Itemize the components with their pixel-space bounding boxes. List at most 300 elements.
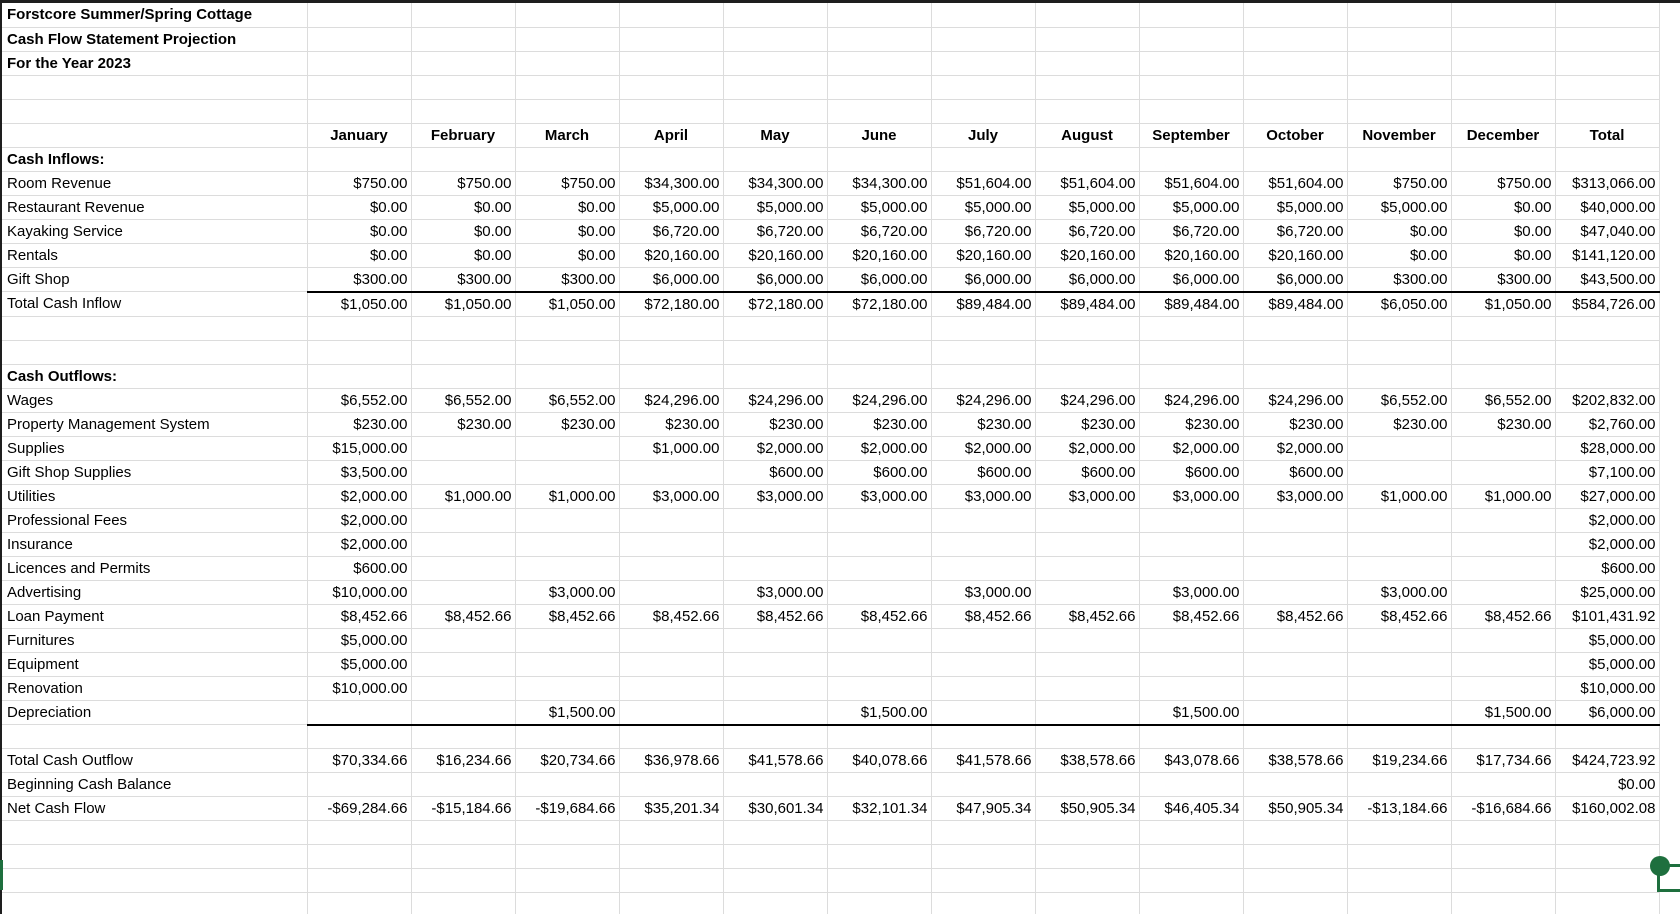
value-cell[interactable]	[1555, 364, 1659, 388]
value-cell[interactable]	[723, 725, 827, 749]
value-cell[interactable]	[1555, 147, 1659, 171]
value-cell[interactable]	[827, 27, 931, 51]
value-cell[interactable]: $3,000.00	[723, 484, 827, 508]
value-cell[interactable]	[1139, 147, 1243, 171]
value-cell[interactable]	[1035, 845, 1139, 869]
value-cell[interactable]: $2,000.00	[1555, 508, 1659, 532]
value-cell[interactable]: $2,760.00	[1555, 412, 1659, 436]
value-cell[interactable]	[1347, 821, 1451, 845]
value-cell[interactable]	[1555, 845, 1659, 869]
value-cell[interactable]	[619, 532, 723, 556]
value-cell[interactable]	[931, 700, 1035, 725]
value-cell[interactable]	[1243, 364, 1347, 388]
value-cell[interactable]	[1035, 51, 1139, 75]
value-cell[interactable]: $72,180.00	[723, 292, 827, 317]
value-cell[interactable]	[931, 364, 1035, 388]
value-cell[interactable]	[515, 652, 619, 676]
value-cell[interactable]	[411, 3, 515, 27]
value-cell[interactable]	[1347, 869, 1451, 893]
value-cell[interactable]: $0.00	[1451, 219, 1555, 243]
value-cell[interactable]	[1347, 532, 1451, 556]
value-cell[interactable]	[827, 845, 931, 869]
value-cell[interactable]	[1555, 51, 1659, 75]
value-cell[interactable]: $750.00	[411, 171, 515, 195]
value-cell[interactable]: $47,905.34	[931, 797, 1035, 821]
value-cell[interactable]	[1347, 99, 1451, 123]
value-cell[interactable]	[1347, 27, 1451, 51]
value-cell[interactable]: $7,100.00	[1555, 460, 1659, 484]
value-cell[interactable]	[411, 75, 515, 99]
row-label-cell[interactable]: Beginning Cash Balance	[2, 773, 307, 797]
value-cell[interactable]	[1347, 508, 1451, 532]
value-cell[interactable]	[619, 508, 723, 532]
value-cell[interactable]	[307, 700, 411, 725]
value-cell[interactable]: $1,050.00	[411, 292, 515, 317]
value-cell[interactable]	[1139, 75, 1243, 99]
value-cell[interactable]: $0.00	[1451, 243, 1555, 267]
value-cell[interactable]	[827, 725, 931, 749]
value-cell[interactable]: $20,160.00	[619, 243, 723, 267]
value-cell[interactable]	[1347, 556, 1451, 580]
value-cell[interactable]	[411, 99, 515, 123]
value-cell[interactable]: $1,000.00	[515, 484, 619, 508]
row-label-cell[interactable]	[2, 845, 307, 869]
value-cell[interactable]	[411, 316, 515, 340]
value-cell[interactable]: $17,734.66	[1451, 749, 1555, 773]
value-cell[interactable]	[827, 628, 931, 652]
value-cell[interactable]: $24,296.00	[619, 388, 723, 412]
value-cell[interactable]	[1451, 3, 1555, 27]
value-cell[interactable]	[411, 27, 515, 51]
value-cell[interactable]: $3,000.00	[1035, 484, 1139, 508]
value-cell[interactable]: $2,000.00	[827, 436, 931, 460]
row-label-cell[interactable]: Wages	[2, 388, 307, 412]
value-cell[interactable]	[619, 556, 723, 580]
row-label-cell[interactable]	[2, 123, 307, 147]
value-cell[interactable]	[1139, 869, 1243, 893]
value-cell[interactable]: $38,578.66	[1035, 749, 1139, 773]
value-cell[interactable]	[1451, 556, 1555, 580]
value-cell[interactable]	[411, 556, 515, 580]
value-cell[interactable]: $2,000.00	[1035, 436, 1139, 460]
value-cell[interactable]: $2,000.00	[723, 436, 827, 460]
value-cell[interactable]: $0.00	[411, 219, 515, 243]
value-cell[interactable]: $8,452.66	[931, 604, 1035, 628]
value-cell[interactable]	[515, 676, 619, 700]
value-cell[interactable]	[1347, 628, 1451, 652]
value-cell[interactable]	[307, 51, 411, 75]
value-cell[interactable]	[931, 893, 1035, 914]
value-cell[interactable]	[619, 845, 723, 869]
value-cell[interactable]: $6,552.00	[307, 388, 411, 412]
value-cell[interactable]	[723, 628, 827, 652]
value-cell[interactable]	[1035, 340, 1139, 364]
value-cell[interactable]	[931, 725, 1035, 749]
month-header-cell[interactable]: January	[307, 123, 411, 147]
value-cell[interactable]: $0.00	[515, 243, 619, 267]
row-label-cell[interactable]: Rentals	[2, 243, 307, 267]
value-cell[interactable]	[1451, 893, 1555, 914]
value-cell[interactable]	[1555, 3, 1659, 27]
value-cell[interactable]	[1035, 508, 1139, 532]
value-cell[interactable]	[1243, 340, 1347, 364]
month-header-cell[interactable]: September	[1139, 123, 1243, 147]
month-header-cell[interactable]: April	[619, 123, 723, 147]
value-cell[interactable]: $34,300.00	[723, 171, 827, 195]
value-cell[interactable]	[1035, 652, 1139, 676]
value-cell[interactable]	[931, 676, 1035, 700]
value-cell[interactable]: $600.00	[1035, 460, 1139, 484]
value-cell[interactable]	[619, 3, 723, 27]
row-label-cell[interactable]: Renovation	[2, 676, 307, 700]
value-cell[interactable]	[307, 27, 411, 51]
value-cell[interactable]: $6,720.00	[1139, 219, 1243, 243]
month-header-cell[interactable]: June	[827, 123, 931, 147]
value-cell[interactable]	[1139, 676, 1243, 700]
value-cell[interactable]	[619, 99, 723, 123]
value-cell[interactable]	[1243, 821, 1347, 845]
value-cell[interactable]	[619, 51, 723, 75]
value-cell[interactable]	[515, 51, 619, 75]
value-cell[interactable]	[411, 147, 515, 171]
value-cell[interactable]: $10,000.00	[1555, 676, 1659, 700]
value-cell[interactable]: $3,000.00	[1243, 484, 1347, 508]
value-cell[interactable]	[1451, 845, 1555, 869]
value-cell[interactable]	[619, 580, 723, 604]
value-cell[interactable]: $41,578.66	[723, 749, 827, 773]
value-cell[interactable]: $6,000.00	[827, 267, 931, 292]
value-cell[interactable]: $300.00	[307, 267, 411, 292]
value-cell[interactable]	[827, 556, 931, 580]
value-cell[interactable]	[931, 869, 1035, 893]
value-cell[interactable]	[1139, 652, 1243, 676]
value-cell[interactable]: $1,050.00	[515, 292, 619, 317]
value-cell[interactable]: $2,000.00	[1139, 436, 1243, 460]
row-label-cell[interactable]: Supplies	[2, 436, 307, 460]
value-cell[interactable]	[1139, 364, 1243, 388]
row-label-cell[interactable]: Net Cash Flow	[2, 797, 307, 821]
value-cell[interactable]	[1451, 27, 1555, 51]
value-cell[interactable]: $6,000.00	[1035, 267, 1139, 292]
value-cell[interactable]: $141,120.00	[1555, 243, 1659, 267]
value-cell[interactable]: $72,180.00	[827, 292, 931, 317]
value-cell[interactable]	[1035, 869, 1139, 893]
value-cell[interactable]: $300.00	[1451, 267, 1555, 292]
value-cell[interactable]	[931, 99, 1035, 123]
value-cell[interactable]: $6,720.00	[1035, 219, 1139, 243]
value-cell[interactable]	[827, 869, 931, 893]
value-cell[interactable]: $600.00	[827, 460, 931, 484]
value-cell[interactable]	[307, 869, 411, 893]
value-cell[interactable]: $51,604.00	[1139, 171, 1243, 195]
value-cell[interactable]	[411, 869, 515, 893]
value-cell[interactable]	[1347, 51, 1451, 75]
value-cell[interactable]	[619, 700, 723, 725]
row-label-cell[interactable]: Total Cash Outflow	[2, 749, 307, 773]
row-label-cell[interactable]: Room Revenue	[2, 171, 307, 195]
value-cell[interactable]	[1451, 508, 1555, 532]
row-label-cell[interactable]: Gift Shop Supplies	[2, 460, 307, 484]
value-cell[interactable]: $5,000.00	[307, 652, 411, 676]
row-label-cell[interactable]: Utilities	[2, 484, 307, 508]
value-cell[interactable]	[931, 652, 1035, 676]
value-cell[interactable]: $6,720.00	[723, 219, 827, 243]
value-cell[interactable]	[723, 508, 827, 532]
value-cell[interactable]: $20,160.00	[1139, 243, 1243, 267]
value-cell[interactable]: -$15,184.66	[411, 797, 515, 821]
value-cell[interactable]: $424,723.92	[1555, 749, 1659, 773]
value-cell[interactable]	[515, 436, 619, 460]
value-cell[interactable]: $2,000.00	[307, 508, 411, 532]
value-cell[interactable]	[1347, 460, 1451, 484]
value-cell[interactable]: $300.00	[411, 267, 515, 292]
value-cell[interactable]: $5,000.00	[723, 195, 827, 219]
value-cell[interactable]: $6,000.00	[723, 267, 827, 292]
value-cell[interactable]: $8,452.66	[1035, 604, 1139, 628]
value-cell[interactable]: $1,500.00	[515, 700, 619, 725]
value-cell[interactable]	[827, 821, 931, 845]
month-header-cell[interactable]: March	[515, 123, 619, 147]
value-cell[interactable]: $6,552.00	[515, 388, 619, 412]
value-cell[interactable]	[515, 364, 619, 388]
value-cell[interactable]	[1243, 316, 1347, 340]
value-cell[interactable]	[1451, 436, 1555, 460]
value-cell[interactable]	[1139, 628, 1243, 652]
value-cell[interactable]: $5,000.00	[1347, 195, 1451, 219]
value-cell[interactable]	[515, 27, 619, 51]
value-cell[interactable]: $0.00	[1555, 773, 1659, 797]
month-header-cell[interactable]: July	[931, 123, 1035, 147]
value-cell[interactable]: $6,720.00	[931, 219, 1035, 243]
value-cell[interactable]	[1139, 821, 1243, 845]
value-cell[interactable]	[1451, 99, 1555, 123]
value-cell[interactable]	[1139, 316, 1243, 340]
value-cell[interactable]	[1451, 532, 1555, 556]
value-cell[interactable]	[515, 99, 619, 123]
row-label-cell[interactable]: Forstcore Summer/Spring Cottage	[2, 3, 307, 27]
value-cell[interactable]	[1451, 676, 1555, 700]
value-cell[interactable]	[723, 700, 827, 725]
value-cell[interactable]: $6,720.00	[1243, 219, 1347, 243]
row-label-cell[interactable]	[2, 893, 307, 914]
value-cell[interactable]: $50,905.34	[1243, 797, 1347, 821]
value-cell[interactable]	[827, 652, 931, 676]
value-cell[interactable]	[723, 556, 827, 580]
value-cell[interactable]	[307, 3, 411, 27]
month-header-cell[interactable]: August	[1035, 123, 1139, 147]
value-cell[interactable]	[1139, 845, 1243, 869]
value-cell[interactable]: $43,078.66	[1139, 749, 1243, 773]
value-cell[interactable]	[827, 364, 931, 388]
value-cell[interactable]	[723, 316, 827, 340]
value-cell[interactable]	[723, 676, 827, 700]
value-cell[interactable]: $230.00	[411, 412, 515, 436]
value-cell[interactable]: $1,000.00	[411, 484, 515, 508]
row-label-cell[interactable]: Cash Flow Statement Projection	[2, 27, 307, 51]
value-cell[interactable]	[411, 700, 515, 725]
value-cell[interactable]	[411, 364, 515, 388]
value-cell[interactable]	[1451, 628, 1555, 652]
row-label-cell[interactable]	[2, 75, 307, 99]
value-cell[interactable]	[1451, 364, 1555, 388]
value-cell[interactable]	[1139, 51, 1243, 75]
value-cell[interactable]	[307, 340, 411, 364]
row-label-cell[interactable]	[2, 316, 307, 340]
value-cell[interactable]	[1139, 27, 1243, 51]
value-cell[interactable]	[1243, 532, 1347, 556]
value-cell[interactable]: $25,000.00	[1555, 580, 1659, 604]
value-cell[interactable]: $28,000.00	[1555, 436, 1659, 460]
row-label-cell[interactable]: Furnitures	[2, 628, 307, 652]
value-cell[interactable]	[1451, 460, 1555, 484]
value-cell[interactable]: $5,000.00	[931, 195, 1035, 219]
value-cell[interactable]: $5,000.00	[1555, 652, 1659, 676]
value-cell[interactable]	[619, 821, 723, 845]
value-cell[interactable]	[411, 532, 515, 556]
value-cell[interactable]	[723, 893, 827, 914]
value-cell[interactable]	[1243, 556, 1347, 580]
value-cell[interactable]	[411, 676, 515, 700]
value-cell[interactable]	[1243, 700, 1347, 725]
value-cell[interactable]	[1347, 316, 1451, 340]
value-cell[interactable]: $24,296.00	[1243, 388, 1347, 412]
value-cell[interactable]	[619, 773, 723, 797]
value-cell[interactable]	[1347, 773, 1451, 797]
value-cell[interactable]: $202,832.00	[1555, 388, 1659, 412]
value-cell[interactable]: $5,000.00	[1243, 195, 1347, 219]
value-cell[interactable]: $3,000.00	[515, 580, 619, 604]
row-label-cell[interactable]: Kayaking Service	[2, 219, 307, 243]
value-cell[interactable]	[1555, 316, 1659, 340]
value-cell[interactable]	[723, 773, 827, 797]
value-cell[interactable]	[411, 340, 515, 364]
value-cell[interactable]	[411, 821, 515, 845]
row-label-cell[interactable]: Licences and Permits	[2, 556, 307, 580]
value-cell[interactable]	[1347, 3, 1451, 27]
value-cell[interactable]: $2,000.00	[1555, 532, 1659, 556]
value-cell[interactable]: $20,160.00	[723, 243, 827, 267]
value-cell[interactable]: $3,000.00	[1139, 580, 1243, 604]
value-cell[interactable]: $750.00	[307, 171, 411, 195]
value-cell[interactable]	[619, 628, 723, 652]
value-cell[interactable]	[1035, 700, 1139, 725]
value-cell[interactable]	[1555, 725, 1659, 749]
value-cell[interactable]	[827, 51, 931, 75]
value-cell[interactable]: $5,000.00	[307, 628, 411, 652]
value-cell[interactable]	[1243, 99, 1347, 123]
value-cell[interactable]: $24,296.00	[931, 388, 1035, 412]
value-cell[interactable]: $32,101.34	[827, 797, 931, 821]
value-cell[interactable]: $10,000.00	[307, 676, 411, 700]
value-cell[interactable]: $6,720.00	[619, 219, 723, 243]
value-cell[interactable]: $5,000.00	[1139, 195, 1243, 219]
value-cell[interactable]: $0.00	[307, 219, 411, 243]
value-cell[interactable]: $5,000.00	[619, 195, 723, 219]
value-cell[interactable]	[723, 532, 827, 556]
value-cell[interactable]	[827, 893, 931, 914]
value-cell[interactable]	[1451, 725, 1555, 749]
value-cell[interactable]	[723, 27, 827, 51]
value-cell[interactable]	[931, 316, 1035, 340]
value-cell[interactable]	[515, 845, 619, 869]
value-cell[interactable]: $27,000.00	[1555, 484, 1659, 508]
row-label-cell[interactable]: Gift Shop	[2, 267, 307, 292]
value-cell[interactable]: $230.00	[1035, 412, 1139, 436]
value-cell[interactable]	[1243, 51, 1347, 75]
value-cell[interactable]: $313,066.00	[1555, 171, 1659, 195]
value-cell[interactable]: $16,234.66	[411, 749, 515, 773]
value-cell[interactable]	[307, 99, 411, 123]
value-cell[interactable]: $230.00	[619, 412, 723, 436]
value-cell[interactable]	[619, 75, 723, 99]
value-cell[interactable]	[931, 556, 1035, 580]
value-cell[interactable]	[827, 99, 931, 123]
value-cell[interactable]: $2,000.00	[1243, 436, 1347, 460]
row-label-cell[interactable]	[2, 725, 307, 749]
value-cell[interactable]: $15,000.00	[307, 436, 411, 460]
value-cell[interactable]	[619, 364, 723, 388]
value-cell[interactable]	[827, 340, 931, 364]
value-cell[interactable]	[1243, 147, 1347, 171]
value-cell[interactable]: $584,726.00	[1555, 292, 1659, 317]
value-cell[interactable]: $36,978.66	[619, 749, 723, 773]
value-cell[interactable]: $6,050.00	[1347, 292, 1451, 317]
value-cell[interactable]: $5,000.00	[827, 195, 931, 219]
value-cell[interactable]: $8,452.66	[1347, 604, 1451, 628]
value-cell[interactable]	[619, 893, 723, 914]
value-cell[interactable]	[1139, 532, 1243, 556]
value-cell[interactable]	[619, 725, 723, 749]
value-cell[interactable]	[307, 773, 411, 797]
value-cell[interactable]	[1243, 27, 1347, 51]
value-cell[interactable]: $230.00	[1347, 412, 1451, 436]
value-cell[interactable]	[723, 652, 827, 676]
value-cell[interactable]	[1347, 364, 1451, 388]
value-cell[interactable]: $8,452.66	[307, 604, 411, 628]
value-cell[interactable]	[1555, 893, 1659, 914]
value-cell[interactable]	[619, 869, 723, 893]
value-cell[interactable]	[827, 508, 931, 532]
month-header-cell[interactable]: November	[1347, 123, 1451, 147]
value-cell[interactable]: $0.00	[1347, 219, 1451, 243]
value-cell[interactable]	[411, 460, 515, 484]
value-cell[interactable]: $6,720.00	[827, 219, 931, 243]
value-cell[interactable]: $0.00	[515, 195, 619, 219]
value-cell[interactable]	[1035, 99, 1139, 123]
value-cell[interactable]	[723, 99, 827, 123]
value-cell[interactable]	[1451, 773, 1555, 797]
value-cell[interactable]: $3,500.00	[307, 460, 411, 484]
value-cell[interactable]	[515, 869, 619, 893]
value-cell[interactable]	[1243, 893, 1347, 914]
value-cell[interactable]: $230.00	[1451, 412, 1555, 436]
value-cell[interactable]	[307, 364, 411, 388]
value-cell[interactable]	[1347, 75, 1451, 99]
value-cell[interactable]	[515, 460, 619, 484]
value-cell[interactable]: $40,000.00	[1555, 195, 1659, 219]
value-cell[interactable]: $8,452.66	[619, 604, 723, 628]
value-cell[interactable]: $89,484.00	[1139, 292, 1243, 317]
month-header-cell[interactable]: February	[411, 123, 515, 147]
value-cell[interactable]	[1347, 676, 1451, 700]
value-cell[interactable]: $1,050.00	[1451, 292, 1555, 317]
row-label-cell[interactable]: Depreciation	[2, 700, 307, 725]
value-cell[interactable]	[931, 628, 1035, 652]
value-cell[interactable]: $0.00	[307, 243, 411, 267]
value-cell[interactable]	[931, 508, 1035, 532]
value-cell[interactable]	[827, 316, 931, 340]
value-cell[interactable]: $300.00	[515, 267, 619, 292]
